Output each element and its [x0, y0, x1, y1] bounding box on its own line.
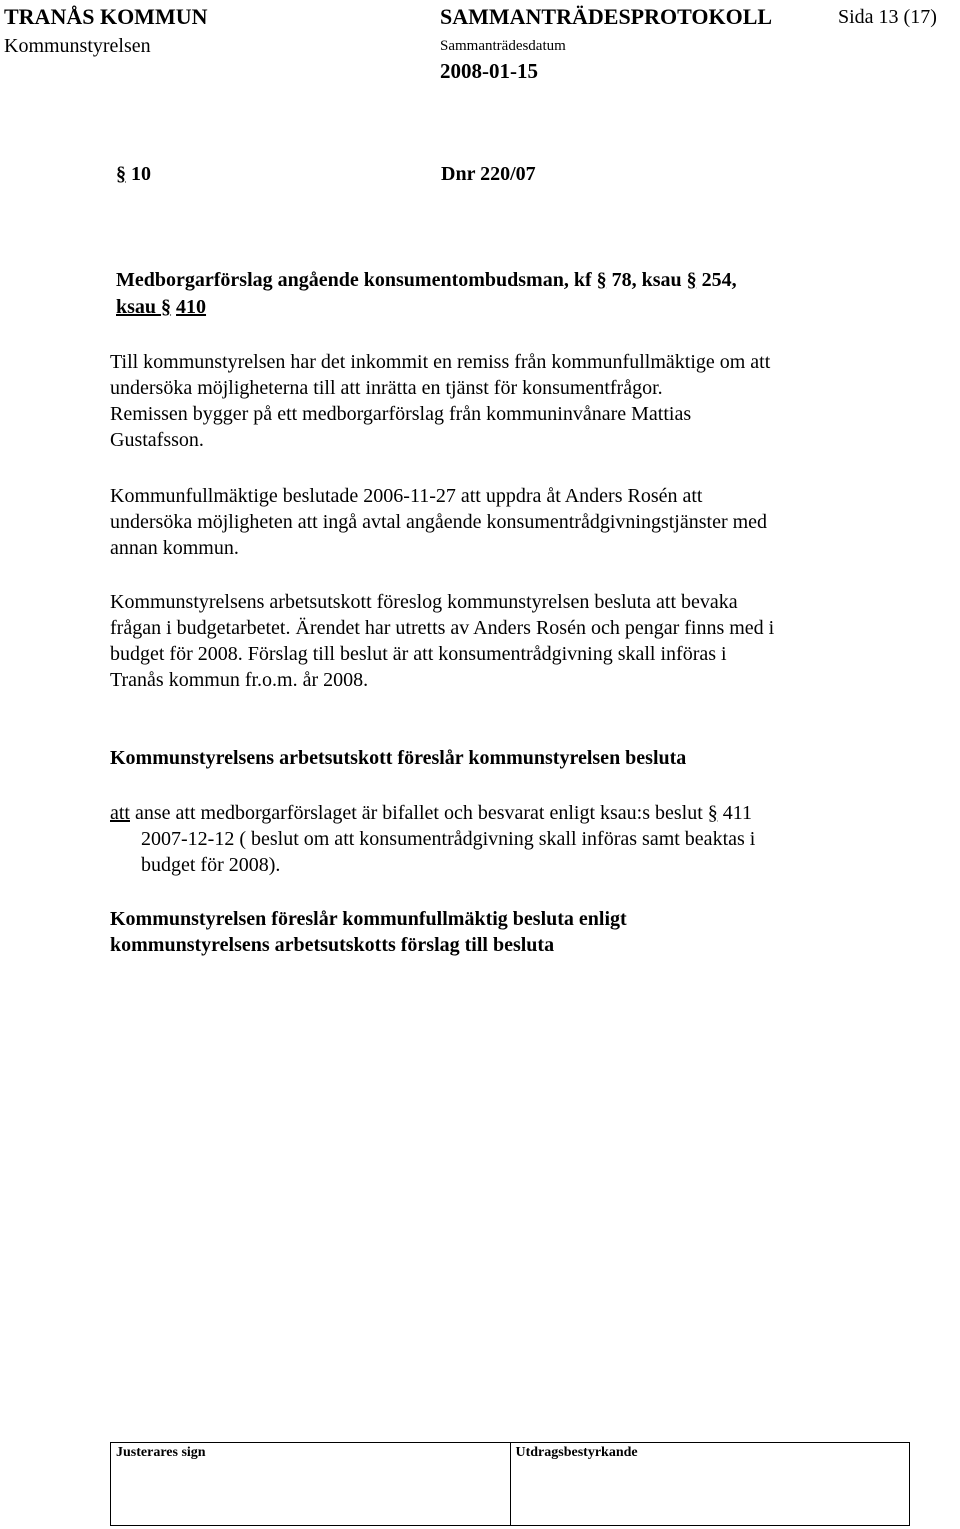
paragraph-line: Remissen bygger på ett medborgarförslag från kommuninvånare Mattias: [110, 403, 692, 425]
title-text: 78, ksau: [611, 269, 687, 291]
proposal-line3: budget för 2008).: [141, 854, 281, 876]
section-sign: §: [161, 296, 172, 318]
section-sign: §: [686, 269, 697, 291]
case-number: [116, 163, 151, 186]
paragraph-line: budget för 2008. Förslag till beslut är att konsumentrådgivning skall införas i: [110, 643, 727, 665]
proposal-text: 411: [722, 802, 753, 824]
paragraph-line: Kommunstyrelsens arbetsutskott föreslog kommunstyrelsen besluta att bevaka: [110, 591, 738, 613]
paragraph-1: [110, 349, 770, 453]
section-sign: §: [707, 802, 718, 824]
meeting-date: 2008-01-15: [440, 59, 538, 83]
case-title-line2: [116, 296, 206, 319]
justerares-sign-cell: [111, 1443, 511, 1526]
paragraph-line: frågan i budgetarbetet. Ärendet har utretts av Anders Rosén och pengar finns med i: [110, 617, 775, 639]
title-text: 254,: [701, 269, 737, 291]
paragraph-line: Gustafsson.: [110, 429, 204, 451]
date-label: Sammanträdesdatum: [440, 38, 566, 54]
case-title-line1: [116, 269, 737, 292]
paragraph-line: undersöka möjligheten att ingå avtal angående konsumentrådgivningstjänster med: [110, 511, 768, 533]
paragraph-line: undersöka möjligheterna till att inrätta en tjänst för konsumentfrågor.: [110, 377, 663, 399]
proposal-line1: [110, 800, 752, 826]
justerares-sign-label: Justerares sign: [116, 1445, 206, 1460]
paragraph-3: [110, 589, 774, 693]
org-name: TRANÅS KOMMUN: [4, 4, 208, 29]
final-proposal: [110, 906, 627, 958]
paragraph-line: Till kommunstyrelsen har det inkommit en remiss från kommunfullmäktige om att: [110, 351, 771, 373]
doc-type: SAMMANTRÄDESPROTOKOLL: [440, 4, 773, 29]
utdragsbestyrkande-label: Utdragsbestyrkande: [515, 1445, 638, 1460]
section-sign: §: [596, 269, 607, 291]
body-name: Kommunstyrelsen: [4, 35, 151, 57]
dnr: Dnr 220/07: [441, 163, 536, 185]
proposal-line2: 2007-12-12 ( beslut om att konsumentrådgivning skall införas samt beaktas i: [141, 828, 756, 850]
proposal-text: anse att medborgarförslaget är bifallet och besvarat enligt ksau:s beslut: [130, 802, 708, 824]
section-sign: §: [116, 163, 126, 185]
paragraph-2: [110, 483, 767, 561]
paragraph-line: annan kommun.: [110, 537, 239, 559]
att-keyword: att: [110, 802, 130, 824]
proposal-heading: Kommunstyrelsens arbetsutskott föreslår kommunstyrelsen besluta: [110, 747, 687, 769]
final-line: kommunstyrelsens arbetsutskotts förslag till besluta: [110, 934, 555, 956]
page-number: Sida 13 (17): [838, 6, 937, 28]
paragraph-line: Tranås kommun fr.o.m. år 2008.: [110, 669, 369, 691]
paragraph-line: Kommunfullmäktige beslutade 2006-11-27 att uppdra åt Anders Rosén att: [110, 485, 703, 507]
title-text: ksau: [116, 296, 162, 318]
case-number-value: 10: [131, 163, 151, 185]
title-text: Medborgarförslag angående konsumentombudsman, kf: [116, 269, 597, 291]
final-line: Kommunstyrelsen föreslår kommunfullmäktig besluta enligt: [110, 908, 627, 930]
utdragsbestyrkande-cell: [510, 1443, 910, 1526]
signature-table: [110, 1442, 910, 1526]
title-text: 410: [176, 296, 207, 318]
